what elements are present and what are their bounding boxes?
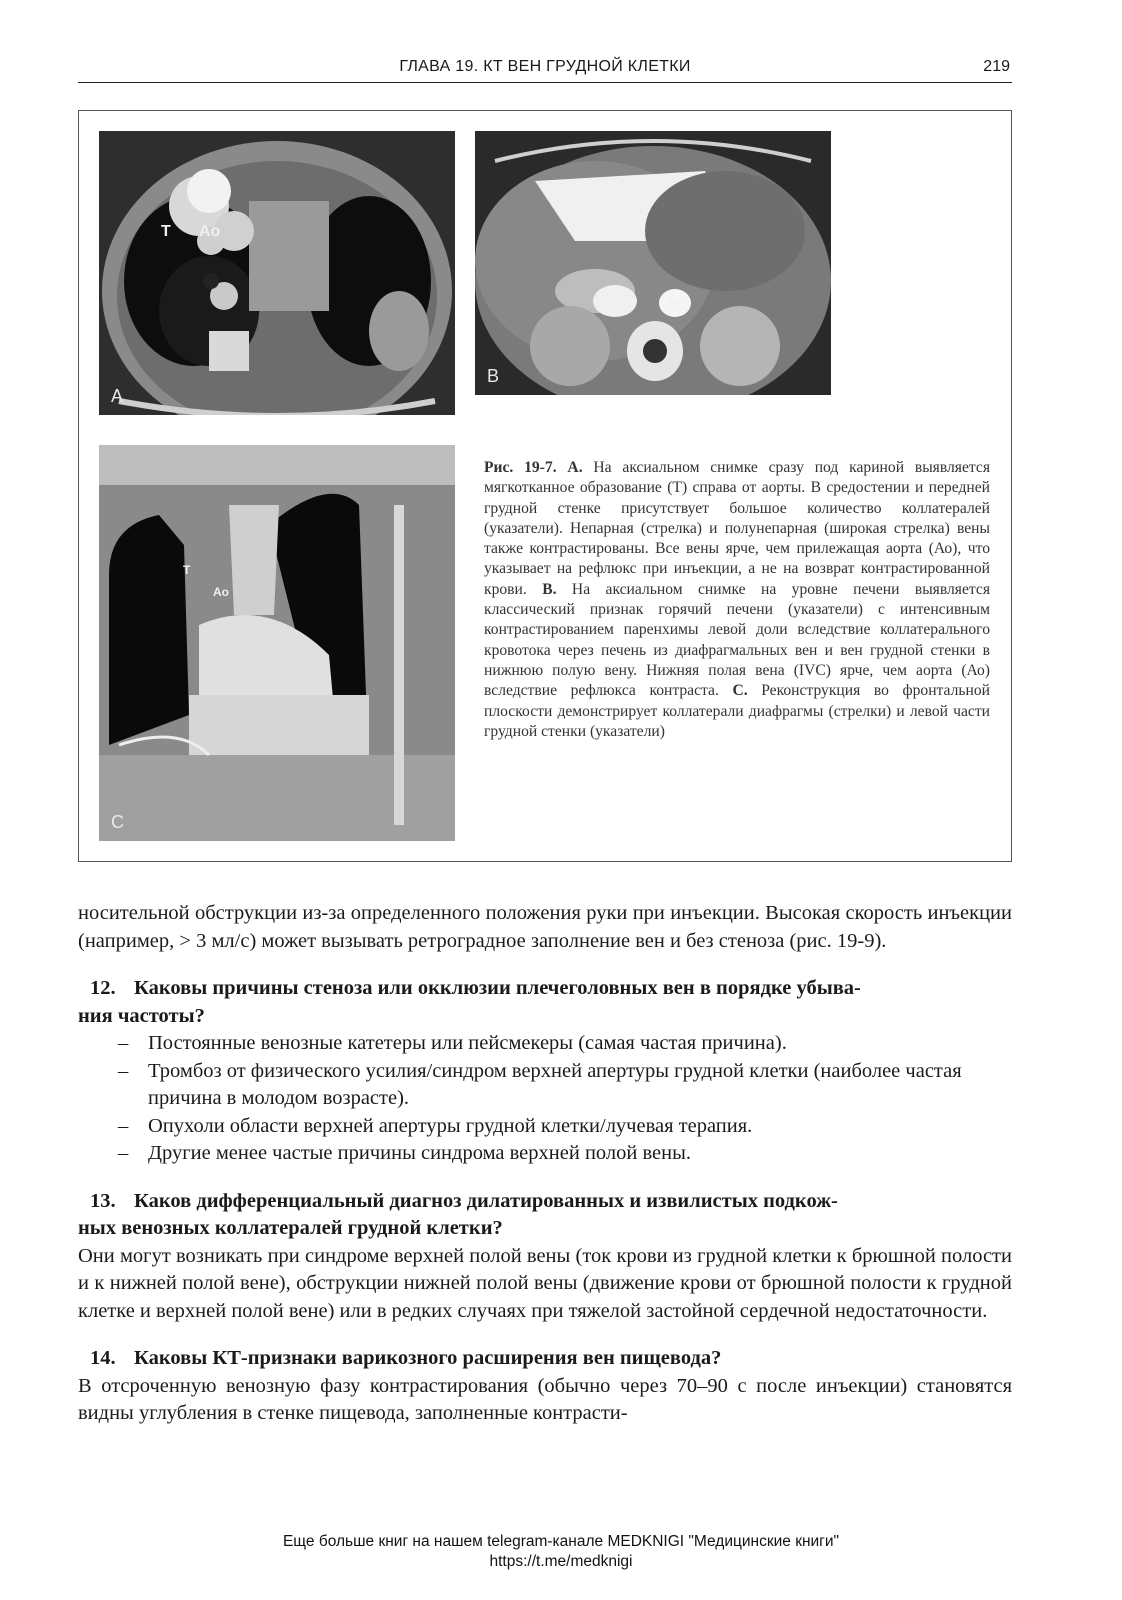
ct-image-panel-b bbox=[475, 131, 831, 395]
question-12 bbox=[78, 975, 1012, 1168]
caption-part-c: Реконструкция во фронтальной плоскости демонстрирует коллатерали диафрагмы (стрелки) и левой части грудной стенки (указатели) bbox=[484, 682, 990, 740]
body-text bbox=[78, 900, 1012, 1428]
question-13-answer: Они могут возникать при синдроме верхней полой вены (ток крови из грудной клетки к брюшной полости и к нижней полой вене), обструкции нижней полой вены (движение крови от брюшной полости к грудной клетке и верхней полой вене) или в редких случаях при тяжелой застойной сердечной недостаточности. bbox=[78, 1244, 1012, 1322]
figure-caption bbox=[484, 458, 990, 742]
caption-lead: Рис. 19-7. А. bbox=[484, 459, 583, 476]
question-12-line1: Каковы причины стеноза или окклюзии плечеголовных вен в порядке убыва- bbox=[134, 977, 861, 999]
intro-paragraph: носительной обструкции из-за определенного положения руки при инъекции. Высокая скорость инъекции (например, > 3 мл/с) может вызывать ретроградное заполнение вен и без стеноза (рис. 19-9). bbox=[78, 902, 1012, 952]
list-item-text: Другие менее частые причины синдрома верхней полой вены. bbox=[148, 1142, 691, 1164]
ct-scan-a-image bbox=[99, 131, 455, 415]
list-dash: – bbox=[118, 1032, 129, 1054]
chapter-title: ГЛАВА 19. КТ ВЕН ГРУДНОЙ КЛЕТКИ bbox=[399, 58, 691, 75]
list-dash: – bbox=[118, 1059, 129, 1082]
caption-label-c: С. bbox=[732, 682, 748, 700]
panel-label-c: C bbox=[111, 812, 124, 832]
list-item bbox=[78, 1058, 1012, 1113]
panel-label-a: A bbox=[111, 386, 124, 406]
ct-tag-ao: Ao bbox=[667, 296, 682, 308]
question-14-number: 14. bbox=[90, 1347, 116, 1369]
ct-tag-ivc: IVC bbox=[605, 285, 628, 305]
footer-note bbox=[0, 1532, 1122, 1572]
question-12-list bbox=[78, 1030, 1012, 1168]
running-header bbox=[78, 56, 1012, 83]
question-13-number: 13. bbox=[90, 1189, 116, 1212]
ct-tag-t: T bbox=[183, 563, 191, 577]
page-number: 219 bbox=[983, 58, 1010, 75]
question-13-heading bbox=[78, 1188, 1012, 1216]
caption-part-a: На аксиальном снимке сразу под кариной выявляется мягкотканное образование (Т) справа от аорты. В средостении и передней грудной стенке присутствует большое количество коллатералей (указатели). Непарная (стрелка) и полунепарная (широкая стрелка) вены также контрастированы. Все вены ярче, чем прилежащая аорта (Ао), что указывает на рефлюкс при инъекции, а не на возврат контрастированной крови. bbox=[484, 459, 990, 598]
ct-scan-b-image bbox=[475, 131, 831, 395]
list-dash: – bbox=[118, 1142, 129, 1164]
footer-link[interactable]: https://t.me/medknigi bbox=[489, 1553, 633, 1570]
list-dash: – bbox=[118, 1114, 129, 1137]
list-item bbox=[78, 1140, 1012, 1168]
ct-tag-t: T bbox=[161, 223, 171, 240]
caption-part-b: На аксиальном снимке на уровне печени выявляется классический признак горячий печени (указатели) с интенсивным контрастированием паренхимы левой доли вследствие коллатерального кровотока через печень из диафрагмальных вен и вен грудной стенки в нижнюю полую вену. Нижняя полая вена (IVC) ярче, чем аорта (Ао) вследствие рефлюкса контраста. bbox=[484, 580, 990, 700]
question-13-line1: Каков дифференциальный диагноз дилатированных и извилистых подкож- bbox=[134, 1189, 838, 1212]
question-12-heading bbox=[78, 975, 1012, 1003]
question-13 bbox=[78, 1188, 1012, 1326]
list-item-text: Опухоли области верхней апертуры грудной клетки/лучевая терапия. bbox=[148, 1114, 753, 1137]
ct-tag-ao: Ao bbox=[213, 585, 229, 599]
ct-image-panel-c bbox=[99, 445, 455, 841]
question-14-line1: Каковы КТ-признаки варикозного расширения вен пищевода? bbox=[134, 1347, 722, 1369]
list-item bbox=[78, 1113, 1012, 1141]
panel-label-b: B bbox=[487, 366, 500, 386]
caption-label-b: В. bbox=[542, 580, 557, 598]
list-item-text: Постоянные венозные катетеры или пейсмекеры (самая частая причина). bbox=[148, 1032, 787, 1054]
list-item-text: Тромбоз от физического усилия/синдром верхней апертуры грудной клетки (наиболее частая причина в молодом возрасте). bbox=[148, 1059, 962, 1109]
question-14 bbox=[78, 1345, 1012, 1428]
ct-image-panel-a bbox=[99, 131, 455, 415]
list-item bbox=[78, 1030, 1012, 1058]
footer-line-1: Еще больше книг на нашем telegram-канале MEDKNIGI "Медицинские книги" bbox=[282, 1533, 840, 1550]
question-14-answer: В отсроченную венозную фазу контрастирования (обычно через 70–90 с после инъекции) становятся видны углубления в стенке пищевода, заполненные контрасти- bbox=[78, 1374, 1012, 1424]
question-13-line2: ных венозных коллатералей грудной клетки? bbox=[78, 1217, 503, 1239]
question-14-heading bbox=[78, 1345, 1012, 1373]
ct-tag-ao: Ao bbox=[199, 223, 221, 240]
ct-scan-c-image bbox=[99, 445, 455, 841]
question-12-number: 12. bbox=[90, 977, 116, 999]
question-12-line2: ния частоты? bbox=[78, 1004, 205, 1027]
